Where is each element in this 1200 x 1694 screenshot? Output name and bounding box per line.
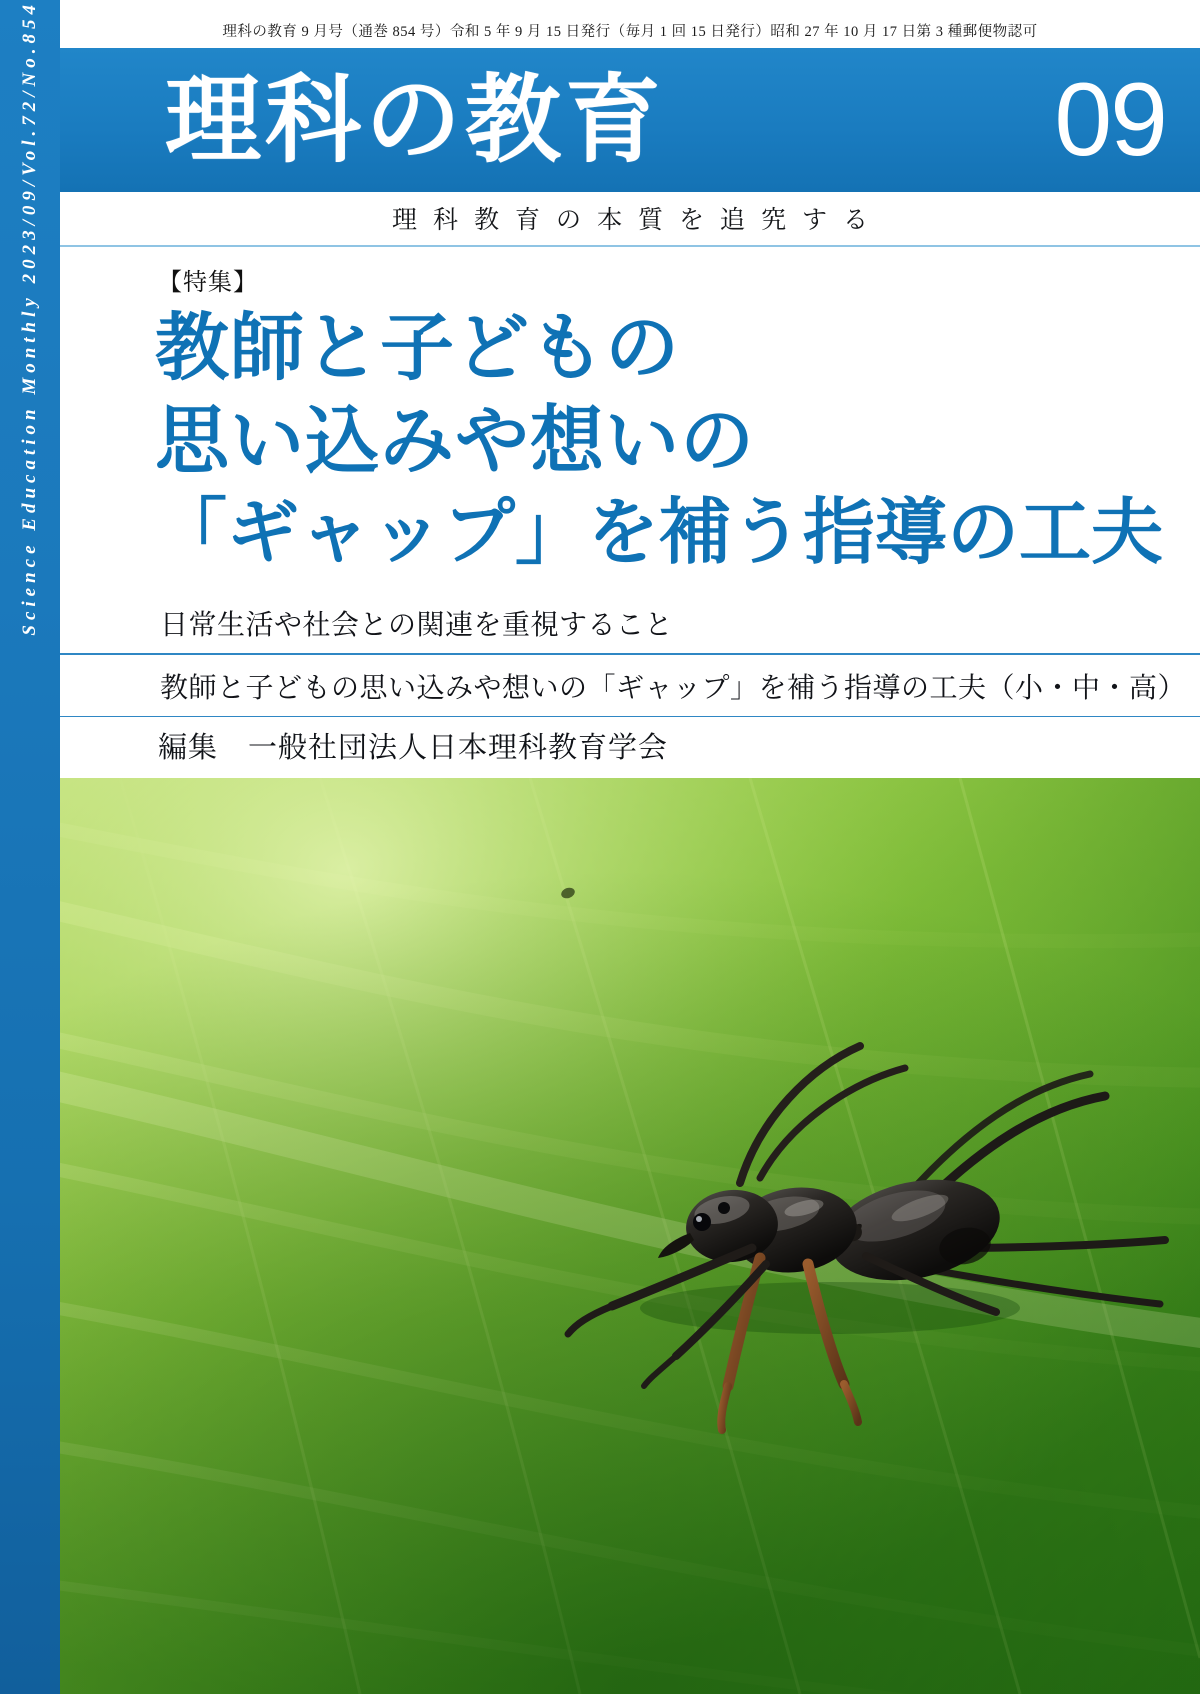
list-item: 日常生活や社会との関連を重視すること bbox=[160, 608, 674, 641]
list-item: 教師と子どもの思い込みや想いの「ギャップ」を補う指導の工夫（小・中・高） bbox=[160, 670, 1187, 704]
tagline: 理科教育の本質を追究する bbox=[391, 205, 884, 234]
divider-subitem-2 bbox=[60, 716, 1200, 718]
feature-headline bbox=[155, 302, 1164, 577]
masthead bbox=[60, 48, 1200, 192]
divider-under-tagline bbox=[60, 245, 1200, 247]
spine-label: Science Education Monthly 2023/09/Vol.72/No.854 bbox=[19, 0, 40, 636]
publication-legal-line: 理科の教育 9 月号（通巻 854 号）令和 5 年 9 月 15 日発行（毎月 1 回 15 日発行）昭和 27 年 10 月 17 日第 3 種郵便物認可 bbox=[222, 24, 1038, 40]
cover-photo-illustration bbox=[60, 778, 1200, 1694]
issue-number: 09 bbox=[1054, 62, 1166, 178]
cover-photo bbox=[60, 778, 1200, 1694]
headline-line-1: 教師と子どもの bbox=[155, 305, 680, 391]
headline-line-3: 「ギャップ」を補う指導の工夫 bbox=[155, 489, 1164, 574]
magazine-title: 理科の教育 bbox=[165, 63, 665, 176]
editor-line: 編集 一般社団法人日本理科教育学会 bbox=[158, 730, 669, 764]
feature-subitems bbox=[60, 592, 1200, 717]
tagline-container bbox=[60, 192, 1200, 244]
feature-label: 【特集】 bbox=[158, 268, 258, 296]
headline-line-2: 思い込みや想いの bbox=[155, 397, 755, 484]
spine-band bbox=[0, 0, 60, 1694]
